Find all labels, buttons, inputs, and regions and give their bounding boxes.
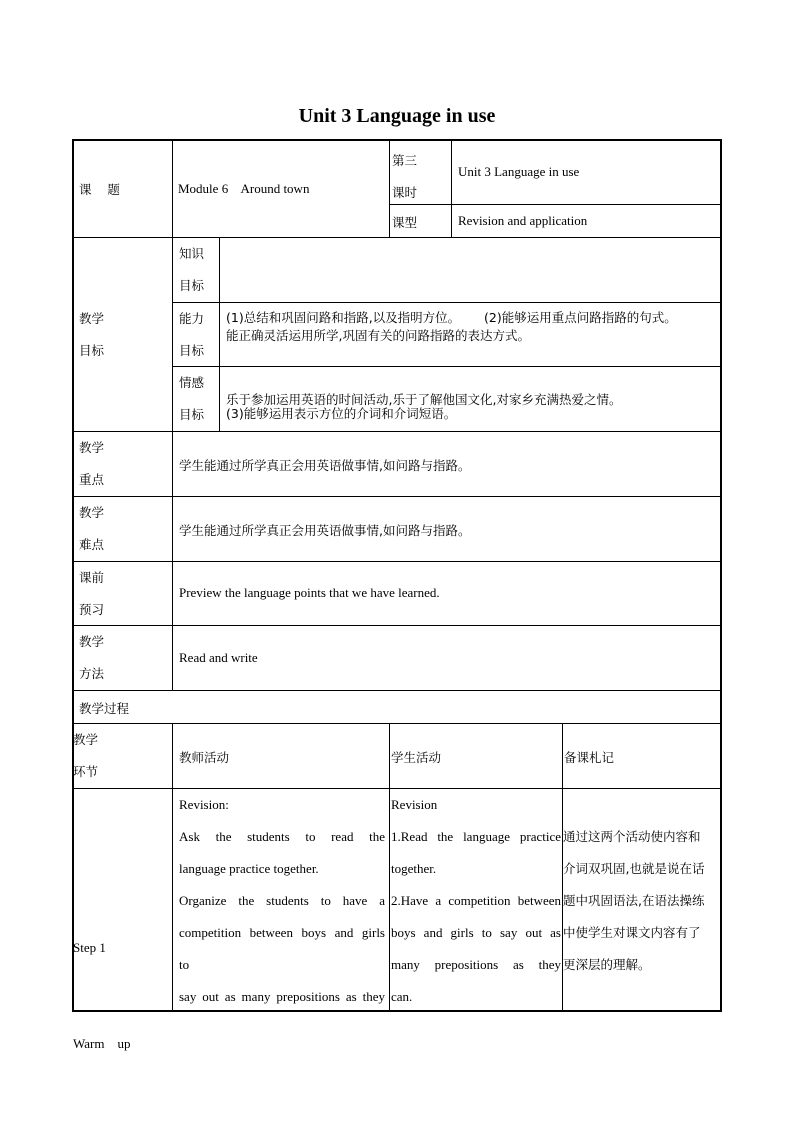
method-label-line-1: 教学: [79, 634, 105, 649]
student-line: 2.Have a competition between: [391, 893, 561, 908]
knowledge-line-1: (1)总结和巩固问路和指路,以及指明方位。 (2)能够运用重点问路指路的句式。: [226, 310, 677, 325]
teacher-line: competition between boys and girls: [179, 925, 385, 940]
knowledge-label: [179, 238, 204, 302]
emotion-label: [179, 367, 204, 431]
teacher-line: say out as many prepositions as they: [179, 989, 385, 1004]
student-line: Revision: [391, 797, 438, 812]
step1-notes: [563, 821, 720, 981]
preview-label-line-2: 预习: [79, 602, 105, 617]
knowledge-label-line-1: 知识: [179, 246, 205, 261]
emotion-text: 乐于参加运用英语的时间活动,乐于了解他国文化,对家乡充满热爱之情。: [226, 392, 622, 407]
step1-stage-line-2: Warm up: [73, 1036, 131, 1051]
lesson-label-line-2: 课时: [392, 185, 418, 200]
emotion-label-line-2: 目标: [179, 407, 205, 422]
type-value: Revision and application: [458, 213, 588, 228]
teacher-activity-header: 教师活动: [179, 750, 230, 765]
step1-student-activity: [391, 789, 561, 1013]
step1-stage-line-1: Step 1: [73, 940, 106, 955]
page-title: Unit 3 Language in use: [298, 105, 496, 127]
notes-header: 备课札记: [564, 750, 615, 765]
key-points-label-line-1: 教学: [79, 440, 105, 455]
preview-text: Preview the language points that we have learned.: [179, 585, 440, 600]
key-points-text: 学生能通过所学真正会用英语做事情,如问路与指路。: [179, 458, 471, 473]
notes-line: 更深层的理解。: [563, 957, 651, 972]
objectives-label-line-2: 目标: [79, 343, 105, 358]
student-line: many prepositions as they: [391, 957, 561, 972]
notes-line: 通过这两个活动使内容和: [563, 829, 701, 844]
objectives-label-line-1: 教学: [79, 311, 105, 326]
notes-line: 题中巩固语法,在语法操练: [563, 893, 705, 908]
difficulties-text: 学生能通过所学真正会用英语做事情,如问路与指路。: [179, 523, 471, 538]
teacher-line: Ask the students to read the: [179, 829, 385, 844]
emotion-label-line-1: 情感: [179, 375, 205, 390]
ability-text: 能正确灵活运用所学,巩固有关的问路指路的表达方式。: [226, 328, 530, 343]
teacher-line: Organize the students to have a: [179, 893, 385, 908]
lesson-value: Unit 3 Language in use: [458, 164, 580, 179]
lesson-label-line-1: 第三: [392, 153, 418, 168]
knowledge-label-line-2: 目标: [179, 278, 205, 293]
ability-label: [179, 303, 204, 367]
subject-label: 课 题: [79, 182, 120, 197]
preview-label: [79, 562, 104, 626]
knowledge-text: [226, 238, 677, 462]
student-activity-header: 学生活动: [391, 750, 442, 765]
type-label: 课型: [392, 215, 418, 230]
ability-label-line-1: 能力: [179, 311, 205, 326]
student-line: boys and girls to say out as: [391, 925, 561, 940]
method-text: Read and write: [179, 650, 258, 665]
teacher-line: to: [179, 957, 190, 972]
student-line: together.: [391, 861, 437, 876]
stage-header: [73, 724, 98, 788]
module-value: Module 6 Around town: [178, 181, 310, 196]
student-line: 1.Read the language practice: [391, 829, 561, 844]
key-points-label: [79, 432, 104, 496]
difficulties-label-line-1: 教学: [79, 505, 105, 520]
process-label: 教学过程: [79, 701, 130, 716]
student-line: can.: [391, 989, 413, 1004]
objectives-label: [79, 303, 104, 367]
step1-teacher-activity: [179, 789, 385, 1013]
stage-header-line-1: 教学: [73, 732, 99, 747]
preview-label-line-1: 课前: [79, 570, 105, 585]
notes-line: 中使学生对课文内容有了: [563, 925, 701, 940]
ability-label-line-2: 目标: [179, 343, 205, 358]
method-label: [79, 626, 104, 690]
step1-stage: [73, 868, 130, 1092]
notes-line: 介词双巩固,也就是说在话: [563, 861, 705, 876]
lesson-label: [392, 145, 417, 209]
difficulties-label: [79, 497, 104, 561]
teacher-line: Revision:: [179, 797, 229, 812]
method-label-line-2: 方法: [79, 666, 105, 681]
difficulties-label-line-2: 难点: [79, 537, 105, 552]
stage-header-line-2: 环节: [73, 764, 99, 779]
teacher-line: language practice together.: [179, 861, 319, 876]
key-points-label-line-2: 重点: [79, 472, 105, 487]
knowledge-line-2: (3)能够运用表示方位的介词和介词短语。: [226, 406, 457, 421]
